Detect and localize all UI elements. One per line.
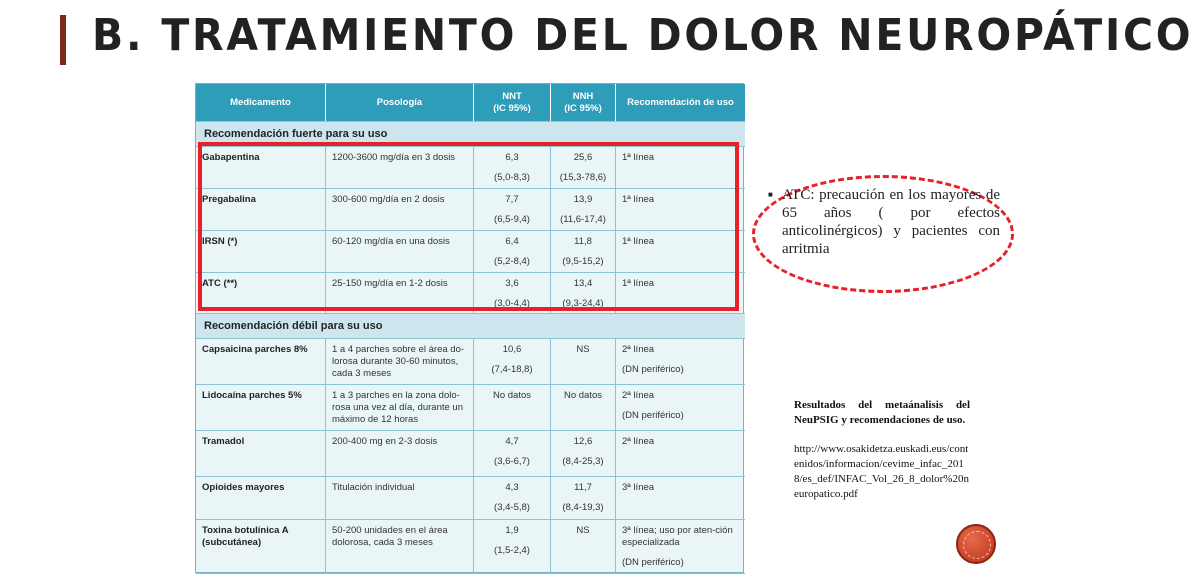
- cell-medicamento: IRSN (*): [196, 231, 326, 272]
- cell-medicamento: Lidocaína parches 5%: [196, 385, 326, 430]
- header-nnt-ci: (IC 95%): [493, 102, 531, 114]
- nnt-value: 1,9: [505, 525, 519, 536]
- section-strong: Recomendación fuerte para su uso: [196, 122, 745, 147]
- nnh-ci: (15,3-78,6): [559, 172, 607, 183]
- cell-recomendacion: [616, 385, 745, 430]
- nnt-ci: (5,0-8,3): [494, 172, 530, 183]
- rec-note: (DN periférico): [622, 364, 684, 375]
- rec-value: 1ª línea: [622, 152, 655, 163]
- nnt-value: 10,6: [502, 344, 522, 355]
- header-recomendacion: Recomendación de uso: [627, 96, 734, 108]
- nnh-value: NS: [576, 525, 590, 536]
- table-row: [196, 385, 745, 431]
- nnt-ci: (3,0-4,4): [494, 298, 530, 309]
- header-medicamento: Medicamento: [196, 84, 326, 121]
- nnt-ci: (6,5-9,4): [494, 214, 530, 225]
- rec-value: 1ª línea: [622, 194, 655, 205]
- cell-nnh: [551, 431, 616, 476]
- rec-note: (DN periférico): [622, 410, 684, 421]
- cell-posologia: 300-600 mg/día en 2 dosis: [326, 189, 474, 230]
- nnt-value: 7,7: [505, 194, 519, 205]
- table-row: [196, 520, 745, 574]
- next-slide-button[interactable]: [956, 524, 996, 564]
- cell-recomendacion: [616, 477, 745, 519]
- nnt-ci: (1,5-2,4): [494, 545, 530, 556]
- cell-posologia: 200-400 mg en 2-3 dosis: [326, 431, 474, 476]
- nnt-ci: (5,2-8,4): [494, 256, 530, 267]
- nnh-value: 11,8: [574, 236, 592, 247]
- cell-posologia: 1200-3600 mg/día en 3 dosis: [326, 147, 474, 188]
- nnt-ci: (3,6-6,7): [494, 456, 530, 467]
- nnt-value: 6,4: [505, 236, 519, 247]
- rec-value: 2ª línea: [622, 344, 655, 355]
- nnh-value: NS: [576, 344, 590, 355]
- cell-posologia: Titulación individual: [326, 477, 474, 519]
- cell-recomendacion: [616, 431, 745, 476]
- cell-medicamento: Capsaicina parches 8%: [196, 339, 326, 384]
- cell-posologia: 1 a 4 parches sobre el área do-lorosa durante 30-60 minutos, cada 3 meses: [326, 339, 474, 384]
- cell-nnt: [474, 431, 551, 476]
- nnh-value: 13,9: [573, 194, 593, 205]
- nnt-value: No datos: [492, 390, 532, 401]
- cell-nnt: [474, 520, 551, 573]
- title-accent-bar: [60, 15, 66, 65]
- header-nnh: [551, 84, 616, 121]
- rec-value: 3ª línea: [622, 482, 655, 493]
- cell-nnh: [551, 520, 616, 573]
- header-nnt: [474, 84, 551, 121]
- bullet-icon: ■: [768, 190, 773, 199]
- cell-nnh: [551, 339, 616, 384]
- cell-nnt: [474, 385, 551, 430]
- table-row: [196, 431, 745, 477]
- nnh-ci: (9,5-15,2): [562, 256, 604, 267]
- nnt-value: 6,3: [505, 152, 519, 163]
- header-nnh-ci: (IC 95%): [564, 102, 602, 114]
- cell-medicamento: Opioides mayores: [196, 477, 326, 519]
- cell-recomendacion: [616, 520, 745, 573]
- table-header-row: [196, 84, 745, 122]
- results-note: [794, 398, 970, 502]
- cell-nnt: [474, 477, 551, 519]
- header-nnh-label: NNH: [572, 90, 594, 102]
- nnt-value: 4,7: [505, 436, 519, 447]
- cell-medicamento: Toxina botulínica A (subcutánea): [196, 520, 326, 573]
- nnt-value: 4,3: [505, 482, 519, 493]
- cell-nnh: [551, 385, 616, 430]
- highlight-strong-box: [198, 142, 739, 311]
- cell-nnh: [551, 477, 616, 519]
- rec-value: 1ª línea: [622, 236, 655, 247]
- table-row: [196, 339, 745, 385]
- results-url[interactable]: http://www.osakidetza.euskadi.eus/contenidos/informacion/cevime_infac_2018/es_def/INFAC_Vol_26_8_dolor%20neuropatico.pdf: [794, 443, 969, 500]
- nnh-value: 13,4: [573, 278, 593, 289]
- cell-medicamento: Pregabalina: [196, 189, 326, 230]
- nnt-ci: (3,4-5,8): [494, 502, 530, 513]
- nnh-ci: (8,4-25,3): [562, 456, 604, 467]
- cell-medicamento: Gabapentina: [196, 147, 326, 188]
- nnh-value: 25,6: [573, 152, 593, 163]
- nnh-value: 11,7: [574, 482, 592, 493]
- slide-title: B. TRATAMIENTO DEL DOLOR NEUROPÁTICO: [92, 10, 1193, 61]
- rec-value: 3ª línea; uso por aten-ción especializada: [622, 525, 733, 548]
- callout-text: ATC: precaución en los mayores de 65 años ( por efectos anticolinérgicos) y pacientes con arritmia: [782, 187, 1000, 257]
- header-posologia: Posología: [326, 84, 474, 121]
- cell-medicamento: Tramadol: [196, 431, 326, 476]
- cell-recomendacion: [616, 339, 745, 384]
- cell-posologia: 25-150 mg/día en 1-2 dosis: [326, 273, 474, 313]
- nnh-ci: (9,3-24,4): [562, 298, 604, 309]
- rec-value: 2ª línea: [622, 436, 655, 447]
- rec-note: (DN periférico): [622, 557, 684, 568]
- table-row: [196, 477, 745, 520]
- section-weak: Recomendación débil para su uso: [196, 314, 745, 339]
- cell-medicamento: ATC (**): [196, 273, 326, 313]
- nnh-value: 12,6: [573, 436, 593, 447]
- rec-value: 1ª línea: [622, 278, 655, 289]
- header-nnt-label: NNT: [502, 90, 522, 102]
- nnt-value: 3,6: [505, 278, 519, 289]
- nnt-ci: (7,4-18,8): [491, 364, 533, 375]
- cell-posologia: 1 a 3 parches en la zona dolo-rosa una vez al día, durante un máximo de 12 horas: [326, 385, 474, 430]
- nnh-ci: (11,6-17,4): [560, 214, 606, 225]
- nnh-value: No datos: [563, 390, 603, 401]
- cell-posologia: 60-120 mg/día en una dosis: [326, 231, 474, 272]
- cell-posologia: 50-200 unidades en el área dolorosa, cada 3 meses: [326, 520, 474, 573]
- cell-nnt: [474, 339, 551, 384]
- results-title: Resultados del metaánalisis del NeuPSIG y recomendaciones de uso.: [794, 399, 970, 426]
- nnh-ci: (8,4-19,3): [562, 502, 604, 513]
- rec-value: 2ª línea: [622, 390, 655, 401]
